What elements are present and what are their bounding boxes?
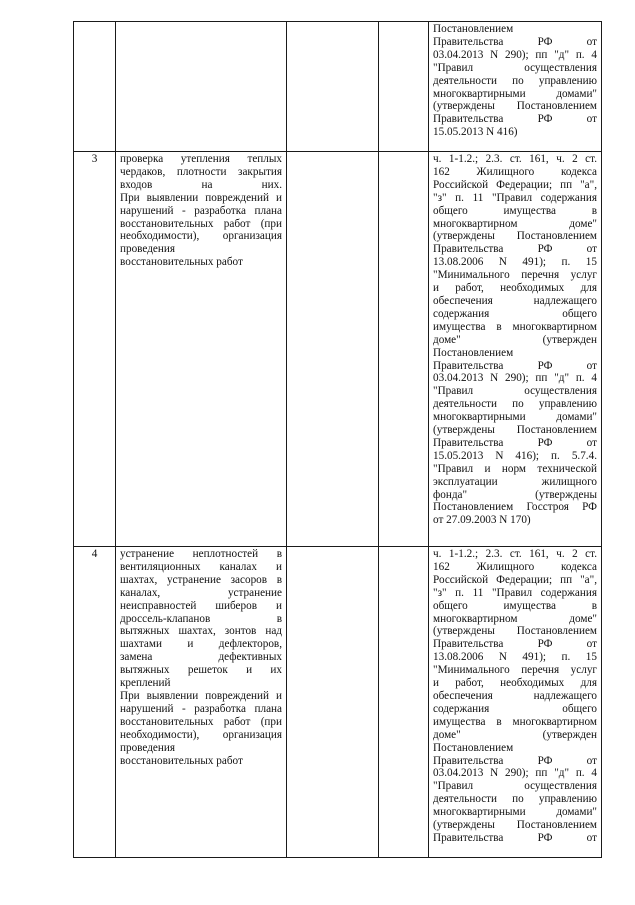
text-line: имущества в многоквартирном — [433, 320, 597, 333]
text-line: Правительства РФ от — [433, 638, 597, 651]
works-table — [73, 21, 602, 858]
text-line: от 27.09.2003 N 170) — [433, 514, 531, 527]
text-line: Правительства РФ от — [433, 754, 597, 767]
text-line: вытяжных шахтах, зонтов над — [120, 625, 282, 638]
periodicity-cell — [287, 547, 379, 858]
text-line: многоквартирными домами" — [433, 411, 597, 424]
text-line: восстановительных работ — [120, 256, 243, 269]
text-line: (утверждены Постановлением — [433, 625, 597, 638]
text-line: Правительства РФ от — [433, 243, 597, 256]
legal-basis-cell — [429, 22, 602, 152]
text-line: многоквартирными домами" — [433, 806, 597, 819]
text-line: "з" п. 11 "Правил содержания — [433, 586, 597, 599]
text-line: обеспечения надлежащего — [433, 689, 597, 702]
text-line: Правительства РФ от — [433, 359, 597, 372]
text-line: неисправностей шиберов и — [120, 599, 282, 612]
text-line: восстановительных работ (при — [120, 715, 282, 728]
text-line: "Правил осуществления — [433, 61, 597, 74]
legal-basis-cell — [429, 152, 602, 547]
text-line: шахтах, устранение засоров в — [120, 573, 282, 586]
text-line: (утверждены Постановлением — [433, 424, 597, 437]
cost-cell — [379, 547, 429, 858]
row-number-cell: 3 — [74, 152, 116, 547]
table-row — [74, 22, 602, 152]
text-line: устранение неплотностей в — [120, 548, 282, 560]
text-line: содержания общего — [433, 702, 597, 715]
text-line: Правительства РФ от — [433, 35, 597, 48]
text-line: (утверждены Постановлением — [433, 100, 597, 113]
periodicity-cell — [287, 22, 379, 152]
text-line: деятельности по управлению — [433, 398, 597, 411]
text-line: Правительства РФ от — [433, 113, 597, 126]
text-line: "з" п. 11 "Правил содержания — [433, 191, 597, 204]
text-line: (утверждены Постановлением — [433, 230, 597, 243]
text-line: обеспечения надлежащего — [433, 294, 597, 307]
text-line: чердаков, плотности закрытия — [120, 165, 282, 178]
row-number-cell: 4 — [74, 547, 116, 858]
text-line: восстановительных работ (при — [120, 217, 282, 230]
text-line: восстановительных работ — [120, 754, 243, 767]
text-line: 162 Жилищного кодекса — [433, 560, 597, 573]
text-line: общего имущества в — [433, 204, 597, 217]
text-line: Постановлением — [433, 23, 514, 35]
text-line: "Минимального перечня услуг — [433, 269, 597, 282]
text-line: многоквартирными домами" — [433, 87, 597, 100]
text-line: доме" (утвержден — [433, 728, 597, 741]
text-line: "Правил осуществления — [433, 780, 597, 793]
table-row — [74, 152, 602, 547]
text-line: (утверждены Постановлением — [433, 819, 597, 832]
text-line: деятельности по управлению — [433, 74, 597, 87]
text-line: многоквартирном доме" — [433, 612, 597, 625]
text-line: При выявлении повреждений и — [120, 689, 282, 702]
text-line: замена дефективных — [120, 651, 282, 664]
text-line: 162 Жилищного кодекса — [433, 165, 597, 178]
text-line: 03.04.2013 N 290); пп "д" п. 4 — [433, 48, 597, 61]
text-line: проведения — [120, 243, 175, 256]
cost-cell — [379, 152, 429, 547]
legal-basis-cell — [429, 547, 602, 858]
text-line: Российской Федерации; пп "а", — [433, 178, 597, 191]
text-line: вытяжных решеток и их — [120, 664, 282, 677]
text-line: вентиляционных каналах и — [120, 560, 282, 573]
text-line: имущества в многоквартирном — [433, 715, 597, 728]
text-line: фонда" (утверждены — [433, 488, 597, 501]
text-line: "Минимального перечня услуг — [433, 664, 597, 677]
text-line: "Правил и норм технической — [433, 462, 597, 475]
table-row — [74, 547, 602, 858]
work-description-cell — [116, 152, 287, 547]
text-line: входов на них. — [120, 178, 282, 191]
text-line: Постановлением Госстроя РФ — [433, 501, 597, 514]
row-number-cell — [74, 22, 116, 152]
text-line: креплений — [120, 677, 171, 690]
text-line: и работ, необходимых для — [433, 282, 597, 295]
work-description-cell — [116, 547, 287, 858]
text-line: Постановлением — [433, 741, 514, 754]
text-line: необходимости), организация — [120, 728, 282, 741]
text-line: Постановлением — [433, 346, 514, 359]
text-line: шахтами и дефлекторов, — [120, 638, 282, 651]
text-line: проведения — [120, 741, 175, 754]
text-line: Правительства РФ от — [433, 831, 597, 844]
text-line: ч. 1-1.2.; 2.3. ст. 161, ч. 2 ст. — [433, 153, 597, 165]
text-line: 13.08.2006 N 491); п. 15 — [433, 651, 597, 664]
text-line: доме" (утвержден — [433, 333, 597, 346]
text-line: 15.05.2013 N 416) — [433, 126, 518, 139]
text-line: содержания общего — [433, 307, 597, 320]
text-line: 13.08.2006 N 491); п. 15 — [433, 256, 597, 269]
text-line: 03.04.2013 N 290); пп "д" п. 4 — [433, 767, 597, 780]
text-line: Правительства РФ от — [433, 436, 597, 449]
text-line: проверка утепления теплых — [120, 153, 282, 165]
text-line: и работ, необходимых для — [433, 677, 597, 690]
text-line: "Правил осуществления — [433, 385, 597, 398]
text-line: эксплуатации жилищного — [433, 475, 597, 488]
text-line: деятельности по управлению — [433, 793, 597, 806]
text-line: нарушений - разработка плана — [120, 204, 282, 217]
text-line: многоквартирном доме" — [433, 217, 597, 230]
work-description-cell — [116, 22, 287, 152]
text-line: необходимости), организация — [120, 230, 282, 243]
text-line: 03.04.2013 N 290); пп "д" п. 4 — [433, 372, 597, 385]
text-line: При выявлении повреждений и — [120, 191, 282, 204]
text-line: нарушений - разработка плана — [120, 702, 282, 715]
text-line: дроссель-клапанов в — [120, 612, 282, 625]
text-line: Российской Федерации; пп "а", — [433, 573, 597, 586]
text-line: общего имущества в — [433, 599, 597, 612]
periodicity-cell — [287, 152, 379, 547]
text-line: ч. 1-1.2.; 2.3. ст. 161, ч. 2 ст. — [433, 548, 597, 560]
text-line: 15.05.2013 N 416); п. 5.7.4. — [433, 449, 597, 462]
cost-cell — [379, 22, 429, 152]
text-line: каналах, устранение — [120, 586, 282, 599]
